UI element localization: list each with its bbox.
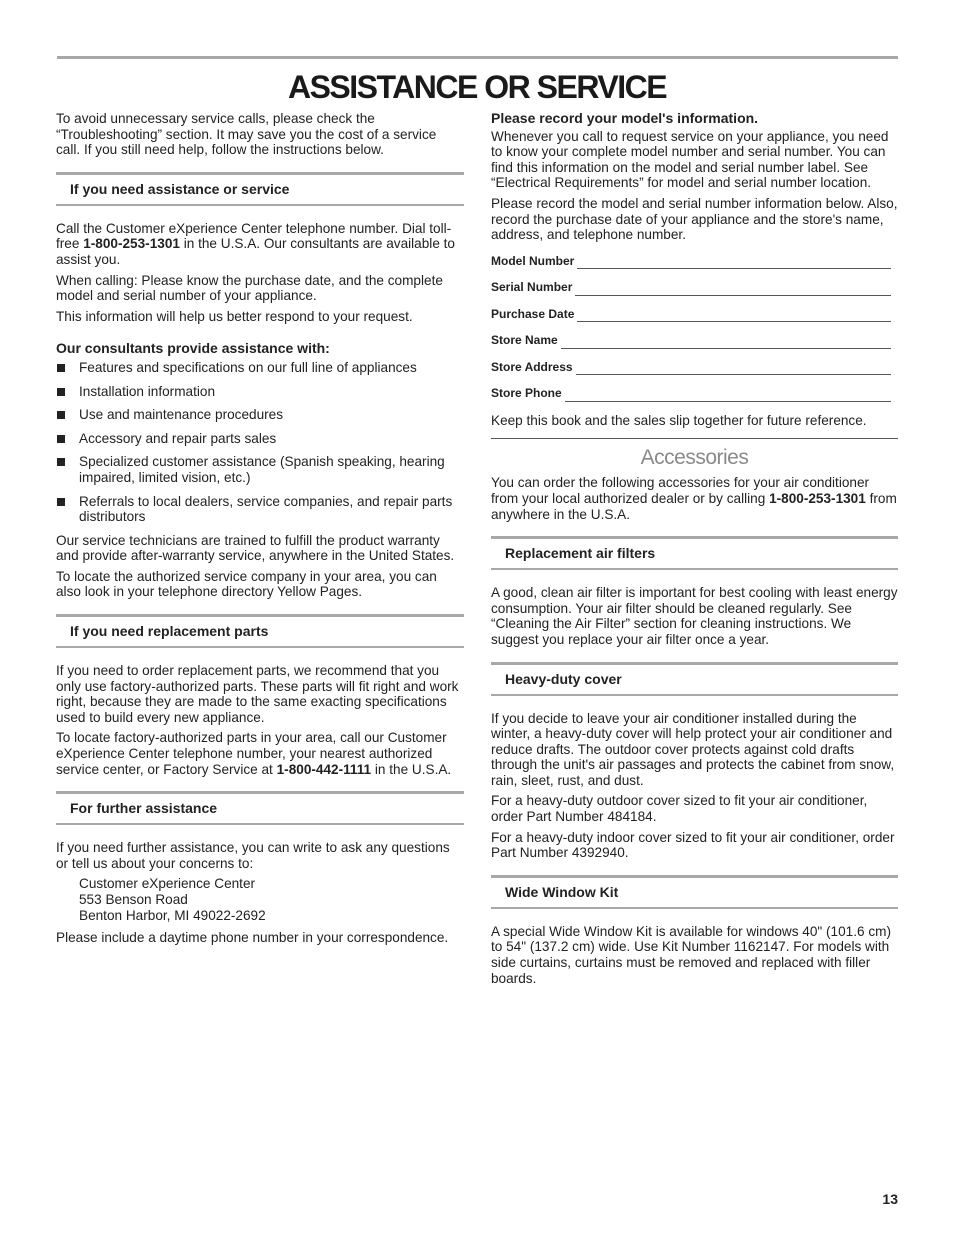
- field-blank[interactable]: [576, 362, 891, 375]
- assistance-text: Call the Customer eXperience Center telephone number. Dial toll-free: [56, 220, 452, 252]
- address-line: Customer eXperience Center: [79, 876, 256, 892]
- record-field-serial[interactable]: [491, 280, 898, 296]
- left-column: [56, 111, 464, 951]
- list-item: [56, 494, 464, 525]
- intro-paragraph: To avoid unnecessary service calls, please check the “Troubleshooting” section. It may save you the cost of a service call. If you still need help, follow the instructions below.: [56, 111, 437, 158]
- further-paragraph-2: Please include a daytime phone number in your correspondence.: [56, 930, 449, 946]
- list-item: [56, 431, 464, 447]
- list-item-text: Specialized customer assistance (Spanish speaking, hearing impaired, limited vision, etc.): [79, 454, 445, 485]
- filters-paragraph: A good, clean air filter is important for best cooling with least energy consumption. Your air filter should be cleaned regularly. See “Cleaning the Air Filter” section for cleaning instructions. We suggest you replace your air filter once a year.: [491, 585, 898, 647]
- consultants-list: [56, 360, 464, 525]
- list-item-text: Features and specifications on our full line of appliances: [79, 359, 417, 375]
- field-blank[interactable]: [577, 256, 891, 269]
- section-heading-filters: Replacement air filters: [491, 536, 898, 570]
- record-paragraph-2: Please record the model and serial number information below. Also, record the purchase date of your appliance and the store's name, address, and telephone number.: [491, 195, 898, 243]
- page-number: 13: [882, 1191, 898, 1207]
- bullet-icon: [57, 458, 65, 466]
- section-heading-window-kit: Wide Window Kit: [491, 875, 898, 909]
- record-paragraph-1: Whenever you call to request service on your appliance, you need to know your complete model number and serial number. You can find this information on the model and serial number label. See “Electrical Requirements” for model and serial number location.: [491, 128, 889, 191]
- list-item-text: Referrals to local dealers, service companies, and repair parts distributors: [79, 493, 453, 525]
- list-item-text: Use and maintenance procedures: [79, 407, 284, 423]
- accessories-text-end: from anywhere in the U.S.A.: [491, 490, 897, 522]
- field-blank[interactable]: [565, 389, 891, 402]
- list-item: [56, 360, 464, 376]
- cover-paragraph-3: For a heavy-duty indoor cover sized to fit your air conditioner, order Part Number 4392940.: [491, 829, 895, 861]
- record-field-store-address[interactable]: [491, 360, 898, 376]
- list-item-text: Accessory and repair parts sales: [79, 430, 277, 446]
- phone-number: 1-800-253-1301: [83, 236, 180, 252]
- record-field-store-phone[interactable]: [491, 386, 898, 402]
- section-heading-cover: Heavy-duty cover: [491, 662, 898, 696]
- section-heading-replacement: If you need replacement parts: [56, 614, 464, 648]
- field-blank[interactable]: [575, 283, 891, 296]
- section-heading-further: For further assistance: [56, 791, 464, 825]
- field-label: Store Phone: [491, 386, 562, 401]
- assistance-text-end: in the U.S.A. Our consultants are available to assist you.: [56, 236, 455, 267]
- bullet-icon: [57, 364, 65, 372]
- field-blank[interactable]: [577, 309, 891, 322]
- list-item: [56, 384, 464, 400]
- right-column: [491, 111, 898, 991]
- phone-number: 1-800-442-1111: [276, 761, 372, 777]
- assistance-paragraph-3: This information will help us better respond to your request.: [56, 308, 413, 324]
- top-rule: [57, 56, 898, 59]
- accessories-title: Accessories: [640, 446, 749, 470]
- field-label: Model Number: [491, 253, 575, 268]
- record-paragraph-3: Keep this book and the sales slip together for future reference.: [491, 412, 867, 428]
- record-field-store-name[interactable]: [491, 333, 898, 349]
- field-label: Store Address: [491, 359, 573, 374]
- replacement-text: To locate factory-authorized parts in your area, call our Customer eXperience Center telephone number, your nearest authorized service center, or Factory Service at: [56, 730, 447, 777]
- cover-paragraph-1: If you decide to leave your air conditioner installed during the winter, a heavy-duty cover will help protect your air conditioner and reduce drafts. The outdoor cover protects against cold drafts through the unit's air passages and protects the cabinet from snow, rain, sleet, rust, and dust.: [491, 710, 895, 788]
- accessories-intro: [491, 475, 898, 522]
- field-label: Purchase Date: [491, 306, 575, 321]
- field-label: Serial Number: [491, 280, 573, 295]
- replacement-text-end: in the U.S.A.: [371, 761, 452, 777]
- technicians-paragraph: Our service technicians are trained to fulfill the product warranty and provide after-warranty service, anywhere in the United States.: [56, 532, 455, 564]
- field-blank[interactable]: [561, 336, 891, 349]
- accessories-text: You can order the following accessories for your air conditioner from your local authorized dealer or by calling: [491, 475, 870, 506]
- record-field-purchase-date[interactable]: [491, 307, 898, 323]
- cover-paragraph-2: For a heavy-duty outdoor cover sized to fit your air conditioner, order Part Number 484184.: [491, 793, 868, 825]
- address-line: 553 Benson Road: [79, 892, 188, 907]
- assistance-paragraph-2: When calling: Please know the purchase date, and the complete model and serial number of your appliance.: [56, 272, 443, 304]
- consultants-heading: Our consultants provide assistance with:: [56, 340, 330, 357]
- phone-number: 1-800-253-1301: [769, 490, 866, 506]
- accessories-divider: [491, 438, 898, 439]
- field-label: Store Name: [491, 333, 558, 348]
- bullet-icon: [57, 498, 65, 506]
- record-heading: Please record your model's information.: [491, 110, 759, 126]
- bullet-icon: [57, 435, 65, 443]
- mailing-address: [56, 876, 464, 923]
- address-line: Benton Harbor, MI 49022-2692: [79, 907, 266, 923]
- list-item: [56, 454, 464, 485]
- window-kit-paragraph: A special Wide Window Kit is available for windows 40" (101.6 cm) to 54" (137.2 cm) wide. Use Kit Number 1162147. For models with side curtains, curtains must be removed and replaced with filler boards.: [491, 923, 891, 986]
- list-item: [56, 407, 464, 423]
- record-field-model[interactable]: [491, 254, 898, 270]
- list-item-text: Installation information: [79, 383, 216, 399]
- further-paragraph-1: If you need further assistance, you can write to ask any questions or tell us about your concerns to:: [56, 840, 450, 871]
- bullet-icon: [57, 411, 65, 419]
- assistance-paragraph-1: [56, 221, 464, 268]
- bullet-icon: [57, 388, 65, 396]
- yellow-pages-paragraph: To locate the authorized service company in your area, you can also look in your telephone directory Yellow Pages.: [56, 568, 437, 600]
- page-title: ASSISTANCE OR SERVICE: [287, 69, 667, 105]
- replacement-paragraph-2: [56, 730, 464, 777]
- replacement-paragraph-1: If you need to order replacement parts, we recommend that you only use factory-authorized parts. These parts will fit right and work right, because they are made to the same exacting specifications used to build every new appliance.: [56, 663, 459, 725]
- section-heading-assistance: If you need assistance or service: [56, 172, 464, 206]
